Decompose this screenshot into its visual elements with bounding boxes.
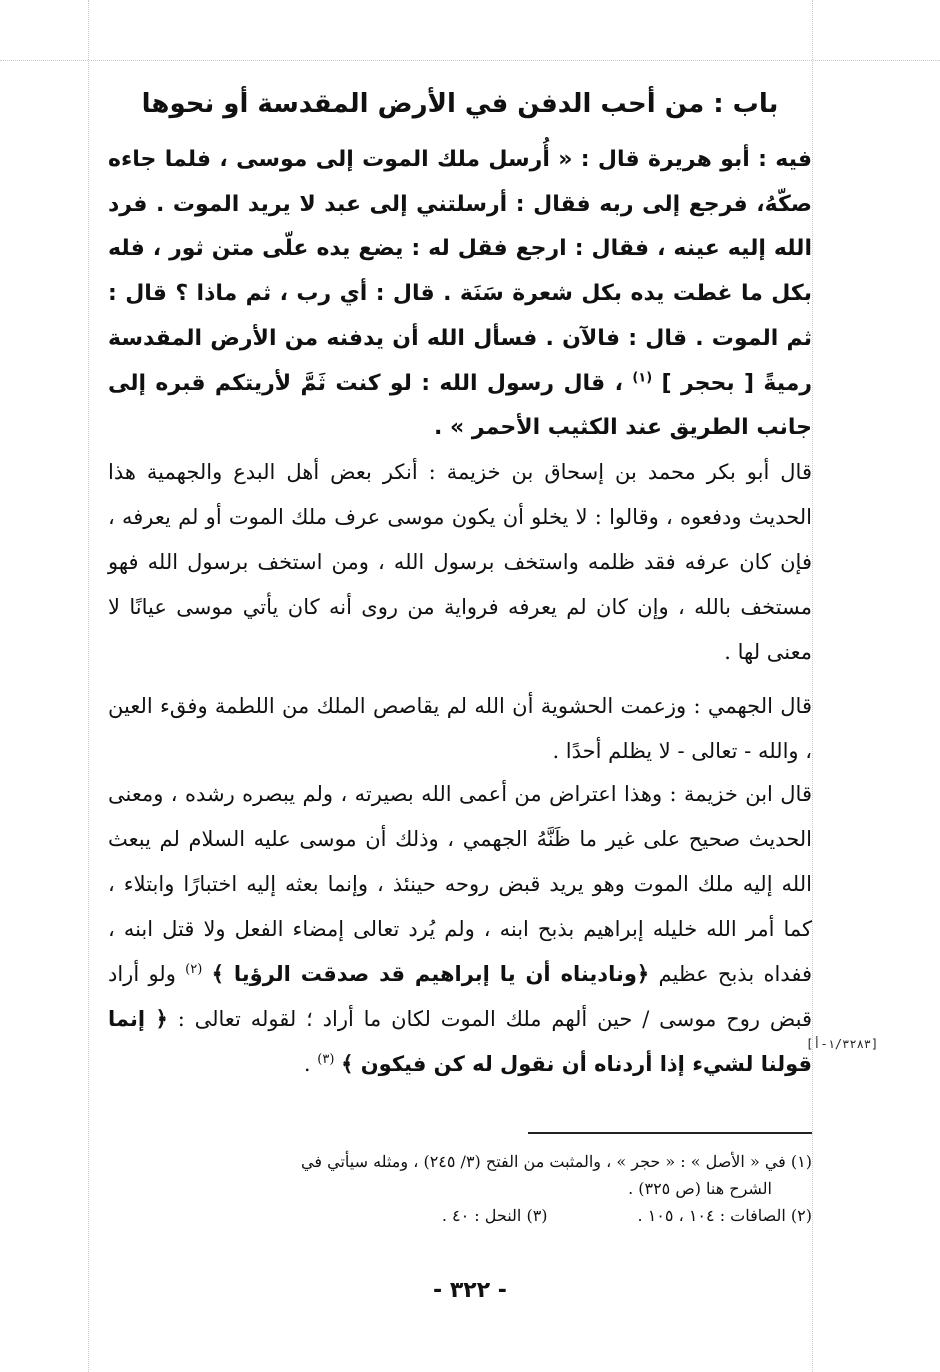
page-number: - ٣٢٢ - bbox=[433, 1278, 507, 1303]
footnote-1-continued: الشرح هنا (ص ٣٢٥) . bbox=[628, 1179, 772, 1198]
scan-guide-line bbox=[0, 60, 940, 61]
hadith-body: فيه : أبو هريرة قال : « أُرسل ملك الموت إلى موسى ، فلما جاءه صكّهُ، فرجع إلى ربه فقال : أرسلتني إلى عبد لا يريد الموت . فرد الله إليه عينه ، فقال : ارجع فقل له : يضع يده علّى متن ثور ، فله بكل ما غطت يده بكل شعرة سَنَة . قال : أي رب ، ثم ماذا ؟ قال : ثم الموت . قال : فالآن . فسأل الله أن يدفنه من الأرض المقدسة رميةً [ بحجر ] bbox=[108, 147, 812, 396]
footnotes bbox=[108, 1148, 812, 1229]
footnote-3: (٣) النحل : ٤٠ . bbox=[441, 1206, 548, 1225]
reply-text-end: . bbox=[303, 1052, 311, 1076]
footnote-ref-1[interactable]: (١) bbox=[632, 370, 653, 386]
reply-text: قال ابن خزيمة : وهذا اعتراض من أعمى الله بصيرته ، ولم يبصره رشده ، ومعنى الحديث صحيح على غير ما ظَنَّهُ الجهمي ، وذلك أن موسى عليه السلام لم يبعث الله إليه ملك الموت وهو يريد قبض روحه حينئذ ، وإنما بعثه إليه اختبارًا وابتلاء ، كما أمر الله خليله إبراهيم بذبح ابنه ، ولم يُرد تعالى إمضاء الفعل ولا قتل ابنه ، ففداه بذبح عظيم bbox=[108, 782, 812, 986]
scan-guide-line bbox=[88, 0, 89, 1372]
paragraph-ibn-khuzaymah-reply bbox=[108, 772, 812, 1087]
manuscript-margin-reference: [١/٣٢٨٣-أ] bbox=[806, 1037, 879, 1051]
quran-verse-saffat: ﴿وناديناه أن يا إبراهيم قد صدقت الرؤيا ﴾ bbox=[211, 962, 650, 986]
scan-guide-line bbox=[812, 0, 813, 1372]
hadith-body-end: ، قال رسول الله : لو كنت ثَمَّ لأريتكم قبره إلى جانب الطريق عند الكثيب الأحمر » . bbox=[108, 370, 812, 441]
footnote-ref-3[interactable]: (٣) bbox=[317, 1052, 335, 1067]
chapter-heading: باب : من أحب الدفن في الأرض المقدسة أو نحوها bbox=[141, 89, 779, 119]
footnote-2: (٢) الصافات : ١٠٤ ، ١٠٥ . bbox=[637, 1206, 812, 1225]
quran-verse-nahl: ﴿ إنما قولنا لشيء إذا أردناه أن نقول له كن فيكون ﴾ bbox=[108, 1007, 812, 1076]
hadith-text bbox=[108, 138, 812, 451]
reply-text-continued: ولو أراد قبض روح موسى / حين ألهم ملك الموت لكان ما أراد ؛ لقوله تعالى : bbox=[108, 962, 812, 1031]
footnote-row bbox=[108, 1202, 812, 1229]
footnote-ref-2[interactable]: (٢) bbox=[185, 962, 203, 977]
paragraph-ibn-khuzaymah-objection: قال أبو بكر محمد بن إسحاق بن خزيمة : أنكر بعض أهل البدع والجهمية هذا الحديث ودفعوه ، وقالوا : لا يخلو أن يكون موسى عرف ملك الموت أو لم يعرفه ، فإن كان عرفه فقد ظلمه واستخف برسول الله ، ومن استخف برسول الله فهو مستخف بالله ، وإن كان لم يعرفه فرواية من روى أنه كان يأتي موسى عيانًا لا معنى لها . bbox=[108, 460, 812, 664]
paragraph-jahmi-claim: قال الجهمي : وزعمت الحشوية أن الله لم يقاصص الملك من اللطمة وفقء العين ، والله - تعالى - لا يظلم أحدًا . bbox=[108, 694, 812, 763]
footnote-divider bbox=[528, 1132, 812, 1134]
footnote-1: (١) في « الأصل » : « حجر » ، والمثبت من الفتح (٣/ ٢٤٥) ، ومثله سيأتي في bbox=[301, 1152, 812, 1171]
